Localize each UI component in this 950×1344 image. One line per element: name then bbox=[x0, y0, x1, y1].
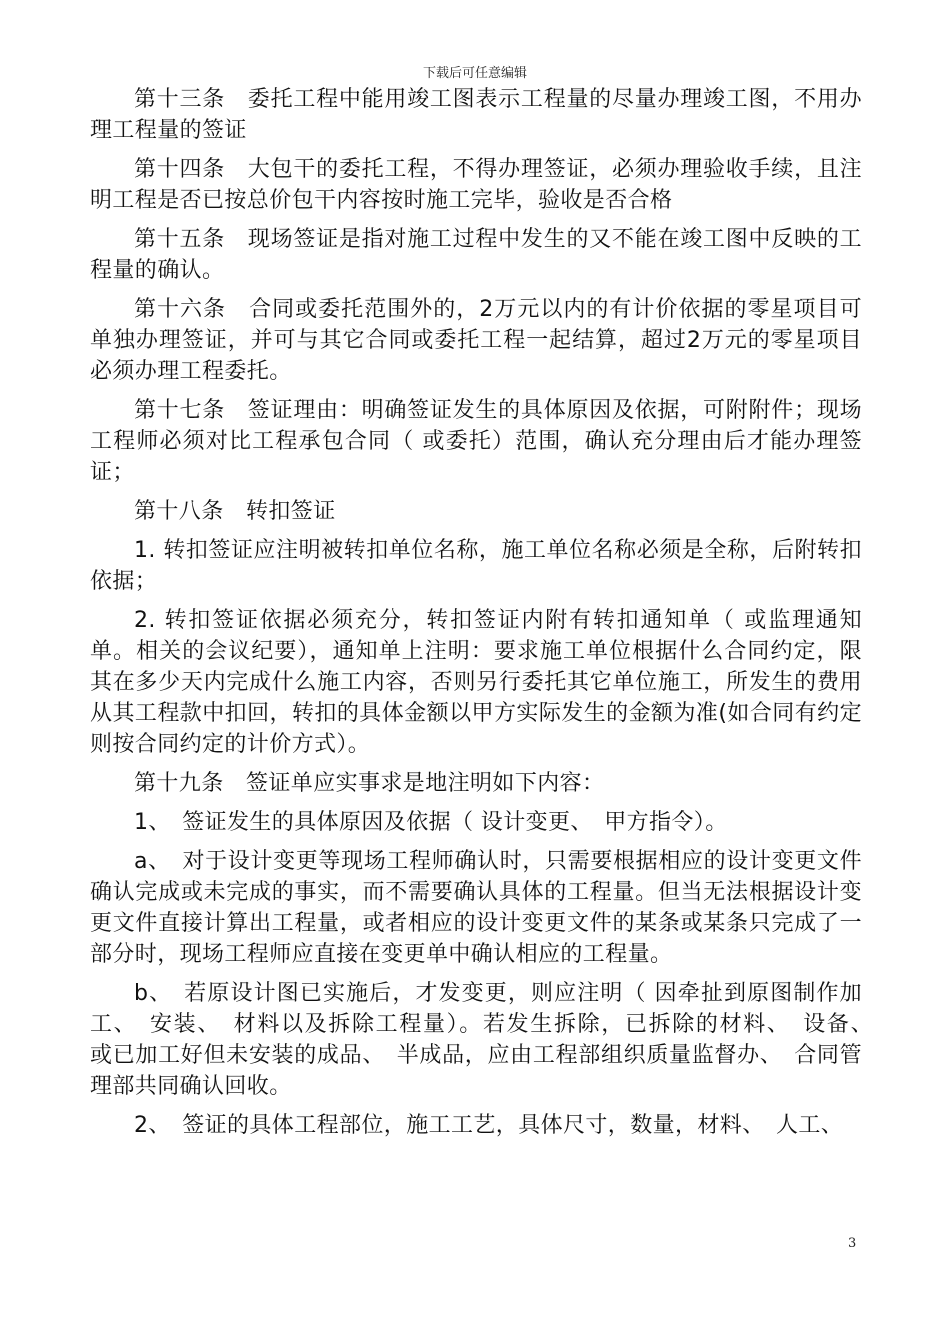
paragraph-point-2: 2、 签证的具体工程部位，施工工艺，具体尺寸，数量，材料、 人工、 bbox=[134, 1113, 844, 1138]
document-body bbox=[90, 84, 885, 1149]
paragraph-article-19: 第十九条 签证单应实事求是地注明如下内容： bbox=[134, 771, 605, 796]
paragraph-item-1: 1. 转扣签证应注明被转扣单位名称，施工单位名称必须是全称，后附转扣依据； bbox=[90, 538, 862, 594]
paragraph-point-1: 1、 签证发生的具体原因及依据（ 设计变更、 甲方指令）。 bbox=[134, 810, 728, 835]
paragraph-article-18: 第十八条 转扣签证 bbox=[134, 499, 336, 524]
paragraph-item-2: 2. 转扣签证依据必须充分，转扣签证内附有转扣通知单（ 或监理通知单。相关的会议纪要），通知单上注明：要求施工单位根据什么合同约定，限其在多少天内完成什么施工内容，否则另行委托其它单位施工，所发生的费用从其工程款中扣回，转扣的具体金额以甲方实际发生的金额为准(如合同有约定则按合同约定的计价方式）。 bbox=[90, 608, 862, 757]
paragraph-point-b: b、 若原设计图已实施后，才发变更，则应注明（ 因牵扯到原图制作加工、 安装、 材料以及拆除工程量）。若发生拆除，已拆除的材料、 设备、 或已加工好但未安装的成品、 半成品，应由工程部组织质量监督办、 合同管理部共同确认回收。 bbox=[90, 981, 885, 1099]
page-number: 3 bbox=[848, 1236, 857, 1251]
paragraph-article-13: 第十三条 委托工程中能用竣工图表示工程量的尽量办理竣工图，不用办理工程量的签证 bbox=[90, 87, 862, 143]
paragraph-article-17: 第十七条 签证理由：明确签证发生的具体原因及依据，可附附件；现场工程师必须对比工程承包合同（ 或委托）范围，确认充分理由后才能办理签证； bbox=[90, 398, 862, 485]
paragraph-point-a: a、 对于设计变更等现场工程师确认时，只需要根据相应的设计变更文件确认完成或未完成的事实，而不需要确认具体的工程量。但当无法根据设计变更文件直接计算出工程量，或者相应的设计变更文件的某条或某条只完成了一部分时，现场工程师应直接在变更单中确认相应的工程量。 bbox=[90, 849, 862, 967]
paragraph-article-15: 第十五条 现场签证是指对施工过程中发生的又不能在竣工图中反映的工程量的确认。 bbox=[90, 227, 862, 283]
paragraph-article-14: 第十四条 大包干的委托工程，不得办理签证，必须办理验收手续，且注明工程是否已按总价包干内容按时施工完毕，验收是否合格 bbox=[90, 157, 862, 213]
paragraph-article-16: 第十六条 合同或委托范围外的，2万元以内的有计价依据的零星项目可单独办理签证，并可与其它合同或委托工程一起结算，超过2万元的零星项目必须办理工程委托。 bbox=[90, 297, 862, 384]
header-note: 下载后可任意编辑 bbox=[422, 66, 527, 81]
